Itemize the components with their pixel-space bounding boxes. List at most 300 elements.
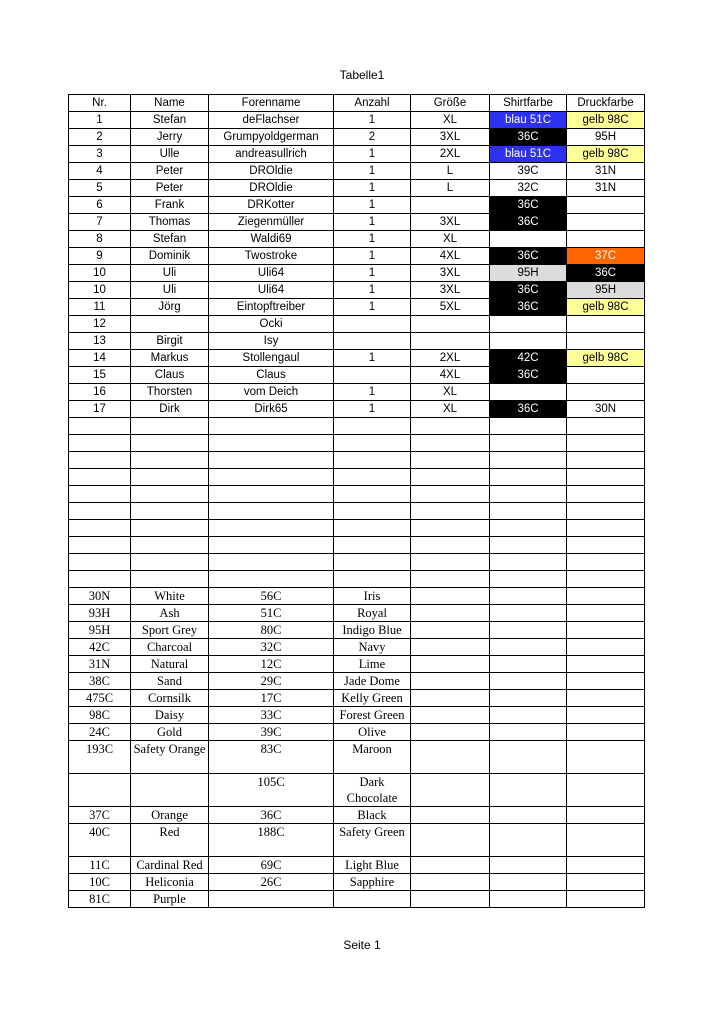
empty-cell xyxy=(334,418,411,435)
anzahl-cell: 1 xyxy=(334,248,411,265)
anzahl-cell: 1 xyxy=(334,384,411,401)
groesse-cell: 3XL xyxy=(411,265,490,282)
order-row xyxy=(69,146,645,163)
color-name-cell: Red xyxy=(131,824,209,857)
color-code-cell: 10C xyxy=(69,874,131,891)
color-name-cell: Sand xyxy=(131,673,209,690)
empty-cell xyxy=(567,571,645,588)
empty-cell xyxy=(490,537,567,554)
anzahl-cell: 1 xyxy=(334,265,411,282)
order-table xyxy=(68,94,645,908)
empty-cell xyxy=(490,656,567,673)
empty-cell xyxy=(567,673,645,690)
order-nr-cell: 9 xyxy=(69,248,131,265)
name-cell: Birgit xyxy=(131,333,209,350)
order-nr-cell: 16 xyxy=(69,384,131,401)
empty-cell xyxy=(411,418,490,435)
empty-cell xyxy=(567,639,645,656)
header-row xyxy=(69,95,645,112)
order-nr-cell: 13 xyxy=(69,333,131,350)
color-name-cell: Charcoal xyxy=(131,639,209,656)
color-name-cell: Dark Chocolate xyxy=(334,774,411,807)
empty-cell xyxy=(69,469,131,486)
color-code-row xyxy=(69,724,645,741)
empty-cell xyxy=(411,469,490,486)
forenname-cell: Uli64 xyxy=(209,265,334,282)
empty-cell xyxy=(411,741,490,774)
empty-cell xyxy=(69,486,131,503)
groesse-cell: 4XL xyxy=(411,367,490,384)
color-code-cell: 83C xyxy=(209,741,334,774)
color-code-row xyxy=(69,891,645,908)
empty-cell xyxy=(490,690,567,707)
groesse-cell xyxy=(411,197,490,214)
anzahl-cell: 1 xyxy=(334,214,411,231)
order-nr-cell: 14 xyxy=(69,350,131,367)
anzahl-cell xyxy=(334,367,411,384)
name-cell xyxy=(131,316,209,333)
name-cell: Peter xyxy=(131,163,209,180)
color-name-cell: Forest Green xyxy=(334,707,411,724)
empty-row xyxy=(69,469,645,486)
empty-cell xyxy=(411,435,490,452)
color-code-cell: 11C xyxy=(69,857,131,874)
color-name-cell: Purple xyxy=(131,891,209,908)
druckfarbe-cell: gelb 98C xyxy=(567,112,645,129)
name-cell: Frank xyxy=(131,197,209,214)
name-cell: Stefan xyxy=(131,112,209,129)
color-code-cell: 12C xyxy=(209,656,334,673)
shirtfarbe-cell: 39C xyxy=(490,163,567,180)
shirtfarbe-cell xyxy=(490,231,567,248)
color-name-cell: Cardinal Red xyxy=(131,857,209,874)
color-code-cell: 17C xyxy=(209,690,334,707)
empty-cell xyxy=(567,741,645,774)
color-name-cell xyxy=(131,774,209,807)
color-code-cell: 56C xyxy=(209,588,334,605)
empty-cell xyxy=(411,554,490,571)
empty-cell xyxy=(567,857,645,874)
color-code-cell: 32C xyxy=(209,639,334,656)
empty-cell xyxy=(567,588,645,605)
empty-cell xyxy=(334,486,411,503)
empty-cell xyxy=(490,857,567,874)
color-code-row xyxy=(69,639,645,656)
order-row xyxy=(69,197,645,214)
druckfarbe-cell: 30N xyxy=(567,401,645,418)
empty-cell xyxy=(411,690,490,707)
color-name-cell: Sport Grey xyxy=(131,622,209,639)
sheet-title: Tabelle1 xyxy=(339,68,385,82)
order-row xyxy=(69,316,645,333)
forenname-cell: vom Deich xyxy=(209,384,334,401)
order-nr-cell: 10 xyxy=(69,265,131,282)
color-name-cell: Natural xyxy=(131,656,209,673)
color-code-cell: 69C xyxy=(209,857,334,874)
empty-cell xyxy=(490,605,567,622)
color-code-cell: 98C xyxy=(69,707,131,724)
empty-cell xyxy=(567,435,645,452)
empty-cell xyxy=(411,537,490,554)
empty-cell xyxy=(490,588,567,605)
druckfarbe-cell: 37C xyxy=(567,248,645,265)
color-code-cell xyxy=(69,774,131,807)
name-cell: Dominik xyxy=(131,248,209,265)
name-cell: Dirk xyxy=(131,401,209,418)
druckfarbe-cell xyxy=(567,384,645,401)
empty-cell xyxy=(490,503,567,520)
empty-cell xyxy=(490,774,567,807)
empty-cell xyxy=(490,469,567,486)
color-code-cell: 93H xyxy=(69,605,131,622)
name-cell: Jerry xyxy=(131,129,209,146)
shirtfarbe-cell: 36C xyxy=(490,197,567,214)
color-name-cell xyxy=(334,891,411,908)
druckfarbe-cell: gelb 98C xyxy=(567,299,645,316)
column-header: Druckfarbe xyxy=(567,95,645,112)
empty-cell xyxy=(131,571,209,588)
empty-cell xyxy=(209,520,334,537)
empty-row xyxy=(69,520,645,537)
empty-cell xyxy=(567,724,645,741)
empty-row xyxy=(69,452,645,469)
empty-cell xyxy=(411,656,490,673)
groesse-cell xyxy=(411,316,490,333)
empty-cell xyxy=(567,707,645,724)
empty-cell xyxy=(567,690,645,707)
order-row xyxy=(69,350,645,367)
empty-cell xyxy=(490,824,567,857)
anzahl-cell: 1 xyxy=(334,282,411,299)
name-cell: Jörg xyxy=(131,299,209,316)
color-name-cell: Olive xyxy=(334,724,411,741)
empty-cell xyxy=(490,418,567,435)
druckfarbe-cell xyxy=(567,367,645,384)
color-name-cell: Indigo Blue xyxy=(334,622,411,639)
druckfarbe-cell: gelb 98C xyxy=(567,350,645,367)
anzahl-cell: 1 xyxy=(334,163,411,180)
anzahl-cell: 1 xyxy=(334,112,411,129)
empty-cell xyxy=(411,857,490,874)
empty-cell xyxy=(334,520,411,537)
empty-cell xyxy=(567,554,645,571)
empty-cell xyxy=(334,554,411,571)
groesse-cell: L xyxy=(411,163,490,180)
empty-cell xyxy=(490,435,567,452)
empty-cell xyxy=(209,486,334,503)
empty-cell xyxy=(490,486,567,503)
order-row xyxy=(69,163,645,180)
color-code-cell: 40C xyxy=(69,824,131,857)
forenname-cell: Grumpyoldgerman xyxy=(209,129,334,146)
groesse-cell: 5XL xyxy=(411,299,490,316)
empty-cell xyxy=(334,537,411,554)
anzahl-cell: 1 xyxy=(334,299,411,316)
shirtfarbe-cell xyxy=(490,384,567,401)
empty-cell xyxy=(411,486,490,503)
color-code-cell: 37C xyxy=(69,807,131,824)
order-row xyxy=(69,129,645,146)
druckfarbe-cell xyxy=(567,214,645,231)
forenname-cell: Eintopftreiber xyxy=(209,299,334,316)
empty-cell xyxy=(131,486,209,503)
forenname-cell: Waldi69 xyxy=(209,231,334,248)
empty-cell xyxy=(490,807,567,824)
order-row xyxy=(69,384,645,401)
forenname-cell: Claus xyxy=(209,367,334,384)
color-code-cell: 80C xyxy=(209,622,334,639)
empty-cell xyxy=(209,435,334,452)
order-row xyxy=(69,214,645,231)
name-cell: Peter xyxy=(131,180,209,197)
shirtfarbe-cell: 36C xyxy=(490,214,567,231)
empty-cell xyxy=(411,891,490,908)
empty-cell xyxy=(131,469,209,486)
name-cell: Markus xyxy=(131,350,209,367)
color-name-cell: Maroon xyxy=(334,741,411,774)
empty-cell xyxy=(567,520,645,537)
druckfarbe-cell: 31N xyxy=(567,163,645,180)
empty-cell xyxy=(131,452,209,469)
column-header: Größe xyxy=(411,95,490,112)
empty-cell xyxy=(490,874,567,891)
empty-cell xyxy=(131,435,209,452)
empty-cell xyxy=(490,741,567,774)
name-cell: Stefan xyxy=(131,231,209,248)
groesse-cell: L xyxy=(411,180,490,197)
empty-row xyxy=(69,571,645,588)
shirtfarbe-cell xyxy=(490,316,567,333)
forenname-cell: Ziegenmüller xyxy=(209,214,334,231)
shirtfarbe-cell: 36C xyxy=(490,367,567,384)
order-row xyxy=(69,333,645,350)
name-cell: Uli xyxy=(131,265,209,282)
empty-row xyxy=(69,486,645,503)
empty-cell xyxy=(567,774,645,807)
page-footer: Seite 1 xyxy=(343,938,381,952)
anzahl-cell: 1 xyxy=(334,180,411,197)
empty-cell xyxy=(567,656,645,673)
column-header: Forenname xyxy=(209,95,334,112)
empty-cell xyxy=(209,452,334,469)
empty-cell xyxy=(567,452,645,469)
empty-cell xyxy=(490,673,567,690)
groesse-cell: 2XL xyxy=(411,350,490,367)
order-nr-cell: 2 xyxy=(69,129,131,146)
color-code-cell: 30N xyxy=(69,588,131,605)
name-cell: Claus xyxy=(131,367,209,384)
empty-cell xyxy=(567,622,645,639)
empty-cell xyxy=(209,503,334,520)
order-row xyxy=(69,401,645,418)
empty-cell xyxy=(490,891,567,908)
forenname-cell: Twostroke xyxy=(209,248,334,265)
anzahl-cell: 1 xyxy=(334,401,411,418)
order-nr-cell: 7 xyxy=(69,214,131,231)
color-code-row xyxy=(69,707,645,724)
empty-cell xyxy=(131,520,209,537)
color-code-cell: 42C xyxy=(69,639,131,656)
groesse-cell: 3XL xyxy=(411,214,490,231)
groesse-cell: XL xyxy=(411,112,490,129)
color-name-cell: Royal xyxy=(334,605,411,622)
order-nr-cell: 5 xyxy=(69,180,131,197)
order-row xyxy=(69,282,645,299)
color-code-cell: 33C xyxy=(209,707,334,724)
color-name-cell: Gold xyxy=(131,724,209,741)
empty-cell xyxy=(490,571,567,588)
empty-row xyxy=(69,537,645,554)
shirtfarbe-cell: 95H xyxy=(490,265,567,282)
order-row xyxy=(69,299,645,316)
color-code-cell: 105C xyxy=(209,774,334,807)
empty-cell xyxy=(411,520,490,537)
order-nr-cell: 12 xyxy=(69,316,131,333)
empty-cell xyxy=(567,503,645,520)
empty-cell xyxy=(490,622,567,639)
empty-cell xyxy=(334,469,411,486)
empty-cell xyxy=(411,874,490,891)
forenname-cell: andreasullrich xyxy=(209,146,334,163)
forenname-cell: DROldie xyxy=(209,180,334,197)
empty-cell xyxy=(490,639,567,656)
order-row xyxy=(69,367,645,384)
empty-cell xyxy=(209,537,334,554)
empty-cell xyxy=(411,824,490,857)
forenname-cell: DROldie xyxy=(209,163,334,180)
empty-cell xyxy=(411,503,490,520)
druckfarbe-cell: 95H xyxy=(567,129,645,146)
groesse-cell: 3XL xyxy=(411,129,490,146)
druckfarbe-cell: 36C xyxy=(567,265,645,282)
forenname-cell: Isy xyxy=(209,333,334,350)
groesse-cell: XL xyxy=(411,384,490,401)
forenname-cell: Ocki xyxy=(209,316,334,333)
druckfarbe-cell xyxy=(567,231,645,248)
groesse-cell: 3XL xyxy=(411,282,490,299)
forenname-cell: deFlachser xyxy=(209,112,334,129)
empty-cell xyxy=(490,520,567,537)
anzahl-cell: 1 xyxy=(334,350,411,367)
order-nr-cell: 15 xyxy=(69,367,131,384)
shirtfarbe-cell xyxy=(490,333,567,350)
empty-row xyxy=(69,554,645,571)
color-code-row xyxy=(69,741,645,774)
color-name-cell: Lime xyxy=(334,656,411,673)
color-name-cell: Ash xyxy=(131,605,209,622)
empty-cell xyxy=(334,571,411,588)
empty-cell xyxy=(131,537,209,554)
empty-cell xyxy=(334,435,411,452)
forenname-cell: Dirk65 xyxy=(209,401,334,418)
empty-cell xyxy=(490,554,567,571)
empty-cell xyxy=(69,503,131,520)
order-nr-cell: 6 xyxy=(69,197,131,214)
empty-row xyxy=(69,418,645,435)
empty-cell xyxy=(411,724,490,741)
groesse-cell: XL xyxy=(411,231,490,248)
empty-cell xyxy=(490,724,567,741)
empty-cell xyxy=(131,418,209,435)
color-code-cell: 26C xyxy=(209,874,334,891)
empty-cell xyxy=(334,503,411,520)
shirtfarbe-cell: 32C xyxy=(490,180,567,197)
color-name-cell: Heliconia xyxy=(131,874,209,891)
color-code-row xyxy=(69,622,645,639)
anzahl-cell: 1 xyxy=(334,197,411,214)
color-code-cell: 31N xyxy=(69,656,131,673)
color-name-cell: Daisy xyxy=(131,707,209,724)
forenname-cell: Uli64 xyxy=(209,282,334,299)
name-cell: Thomas xyxy=(131,214,209,231)
column-header: Nr. xyxy=(69,95,131,112)
druckfarbe-cell xyxy=(567,333,645,350)
groesse-cell: 4XL xyxy=(411,248,490,265)
empty-cell xyxy=(69,418,131,435)
druckfarbe-cell xyxy=(567,197,645,214)
empty-cell xyxy=(411,707,490,724)
empty-cell xyxy=(567,486,645,503)
color-code-cell: 38C xyxy=(69,673,131,690)
empty-row xyxy=(69,503,645,520)
empty-cell xyxy=(209,571,334,588)
color-name-cell: Orange xyxy=(131,807,209,824)
order-row xyxy=(69,180,645,197)
empty-cell xyxy=(411,452,490,469)
color-code-cell: 36C xyxy=(209,807,334,824)
color-name-cell: Kelly Green xyxy=(334,690,411,707)
color-name-cell: Black xyxy=(334,807,411,824)
order-nr-cell: 1 xyxy=(69,112,131,129)
empty-cell xyxy=(567,469,645,486)
anzahl-cell xyxy=(334,316,411,333)
empty-cell xyxy=(567,537,645,554)
color-name-cell: Iris xyxy=(334,588,411,605)
order-row xyxy=(69,231,645,248)
shirtfarbe-cell: 36C xyxy=(490,282,567,299)
color-code-cell: 475C xyxy=(69,690,131,707)
empty-cell xyxy=(411,571,490,588)
color-code-row xyxy=(69,857,645,874)
empty-cell xyxy=(69,537,131,554)
order-nr-cell: 10 xyxy=(69,282,131,299)
shirtfarbe-cell: 42C xyxy=(490,350,567,367)
empty-cell xyxy=(567,807,645,824)
druckfarbe-cell: gelb 98C xyxy=(567,146,645,163)
empty-cell xyxy=(209,554,334,571)
anzahl-cell: 2 xyxy=(334,129,411,146)
druckfarbe-cell: 31N xyxy=(567,180,645,197)
shirtfarbe-cell: 36C xyxy=(490,129,567,146)
column-header: Anzahl xyxy=(334,95,411,112)
name-cell: Ulle xyxy=(131,146,209,163)
column-header: Name xyxy=(131,95,209,112)
empty-cell xyxy=(490,707,567,724)
empty-cell xyxy=(69,520,131,537)
order-nr-cell: 17 xyxy=(69,401,131,418)
anzahl-cell: 1 xyxy=(334,231,411,248)
order-nr-cell: 11 xyxy=(69,299,131,316)
empty-cell xyxy=(567,418,645,435)
color-code-cell: 39C xyxy=(209,724,334,741)
order-nr-cell: 4 xyxy=(69,163,131,180)
druckfarbe-cell: 95H xyxy=(567,282,645,299)
color-code-row xyxy=(69,656,645,673)
empty-cell xyxy=(490,452,567,469)
forenname-cell: Stollengaul xyxy=(209,350,334,367)
color-name-cell: Cornsilk xyxy=(131,690,209,707)
color-name-cell: White xyxy=(131,588,209,605)
